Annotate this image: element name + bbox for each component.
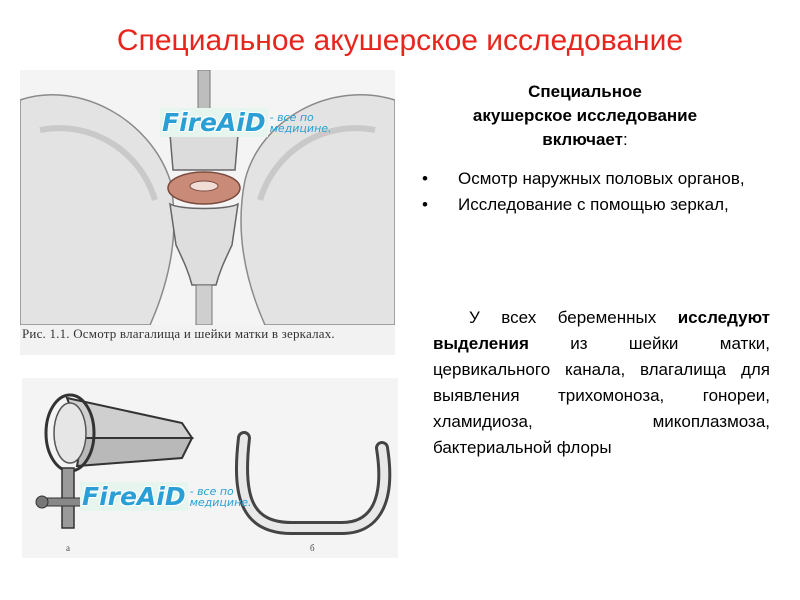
bullet-list	[420, 166, 755, 218]
list-item: • Исследование с помощью зеркал,	[420, 192, 755, 218]
heading-line: акушерское исследование	[472, 106, 698, 125]
heading-line: Специальное	[528, 82, 642, 101]
watermark-subtext: - все по медицине.	[269, 110, 332, 135]
section-heading	[410, 80, 760, 152]
figure-caption: Рис. 1.1. Осмотр влагалища и шейки матки в зеркалах.	[22, 326, 335, 341]
bullet-icon: •	[422, 169, 428, 188]
watermark-logo-text: FireAiD	[162, 108, 266, 137]
emphasized-text: исследуют выделения	[433, 308, 770, 353]
bullet-icon: •	[422, 195, 428, 214]
speculum-exam-figure	[20, 70, 395, 355]
watermark-subtext: - все по медицине.	[189, 484, 252, 509]
list-item: • Осмотр наружных половых органов,	[420, 166, 755, 192]
figure-label-a: а	[66, 543, 70, 553]
heading-line: включает:	[542, 130, 628, 149]
body-paragraph: У всех беременных исследуют выделения из шейки матки, цервикального канала, влагалища для выявления трихомоноза, гонореи, хламидиоза, микоплазмоза, бактериальной флоры	[433, 308, 770, 457]
watermark	[160, 108, 332, 137]
figure-label-b: б	[310, 543, 315, 553]
slide-title: Специальное акушерское исследование	[116, 24, 684, 57]
watermark	[80, 482, 252, 511]
speculum-instruments-figure	[22, 378, 398, 558]
watermark-logo-text: FireAiD	[82, 482, 186, 511]
speculum-instruments-illustration	[22, 378, 398, 558]
